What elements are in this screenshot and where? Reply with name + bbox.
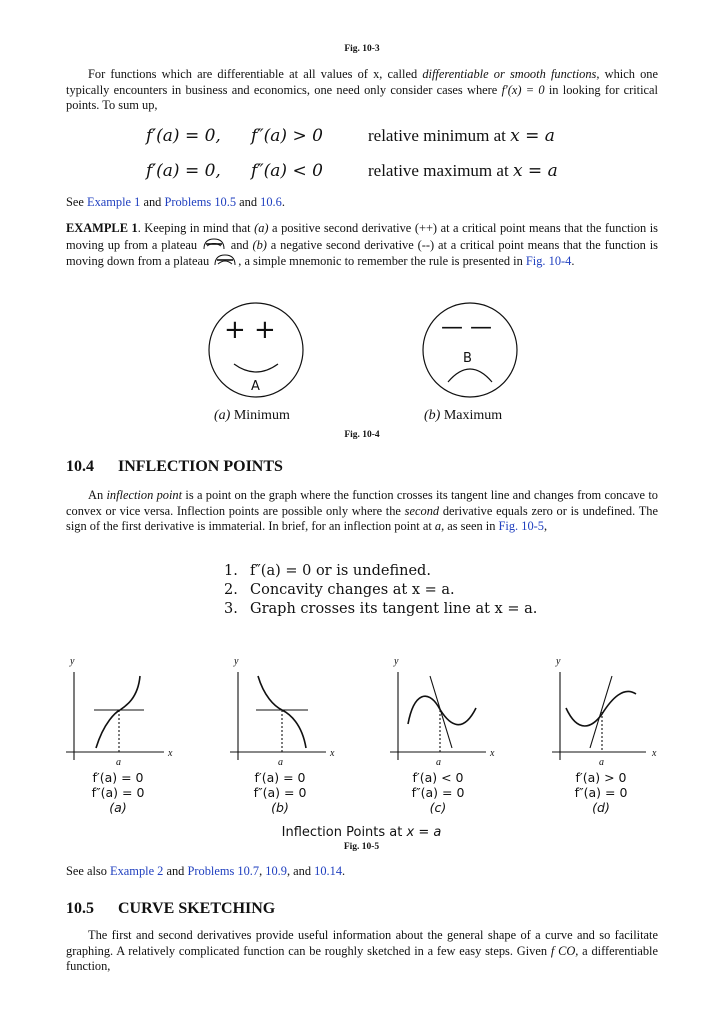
graph-b-a-label: a: [278, 757, 283, 767]
graph-c-line1: f′(a) < 0: [412, 770, 464, 785]
section-10-4-title: INFLECTION POINTS: [118, 458, 283, 475]
see1-pre: See: [66, 195, 87, 209]
infl-t1: An: [88, 488, 107, 502]
graph-b-line1: f′(a) = 0: [254, 770, 306, 785]
intro-paragraph: [66, 67, 658, 114]
condition-3-number: 3.: [224, 601, 238, 617]
eq2-middle: f″(a) < 0: [251, 161, 323, 181]
caption-minimum: [214, 408, 290, 424]
graph-d-line1: f′(a) > 0: [575, 770, 627, 785]
caption-a-letter: (a): [214, 408, 231, 423]
graph-b-line2: f″(a) = 0: [253, 785, 307, 800]
infl-t4: , as seen in: [441, 519, 499, 533]
caption-b-text: Maximum: [440, 408, 503, 423]
graph-a-line2: f″(a) = 0: [91, 785, 145, 800]
graph-b-labels: [240, 770, 320, 815]
link-problem-10-6[interactable]: 10.6: [260, 195, 282, 209]
eq1-left: f′(a) = 0,: [146, 126, 221, 146]
graph-d-y-label: y: [556, 656, 561, 667]
curve-t1: The first and second derivatives provide useful information about the general shape of a curve and so facilitate graphing. A relatively complicated function can be roughly sketched in a few easy steps. Given: [66, 928, 658, 958]
section-10-4-heading: [66, 458, 283, 476]
face-b-signs: — —: [441, 315, 492, 340]
intro-text-1: For functions which are differentiable at all values of x, called: [88, 67, 423, 81]
graph-c: [390, 672, 486, 760]
eq1-middle: f″(a) > 0: [251, 126, 323, 146]
graph-b-x-label: x: [330, 748, 335, 759]
eq2-right-text: relative maximum at: [368, 161, 513, 180]
fig-10-5-title: [0, 825, 723, 840]
see1-mid2: and: [236, 195, 261, 209]
caption-a-text: Minimum: [230, 408, 290, 423]
infl-i3: a: [434, 519, 442, 533]
caption-b-letter: (b): [424, 408, 441, 423]
section-10-5-heading: [66, 900, 275, 918]
example-1-paragraph: [66, 221, 658, 270]
infl-t5: ,: [543, 519, 548, 533]
inflection-paragraph: [66, 488, 658, 535]
curve-i1: f CO,: [550, 943, 579, 958]
curve-sketching-paragraph: [66, 928, 658, 975]
infl-i1: inflection point: [106, 488, 183, 502]
graph-a-curve: [96, 676, 140, 748]
fig-10-5-caption: Fig. 10-5: [343, 842, 380, 852]
link-fig-10-4[interactable]: Fig. 10-4: [525, 254, 572, 268]
link-problem-10-7[interactable]: Problems 10.7: [187, 864, 260, 878]
see1-post: .: [281, 195, 285, 209]
equation-max: [146, 161, 558, 181]
plateau-up-icon: [201, 237, 227, 251]
graph-a-y-label: y: [70, 656, 75, 667]
link-example-2[interactable]: Example 2: [110, 864, 164, 878]
graph-c-x-label: x: [490, 748, 495, 759]
graph-c-line2: f″(a) = 0: [411, 785, 465, 800]
see2-mid2: ,: [259, 864, 266, 878]
graph-b-sub: (b): [271, 800, 289, 815]
curve-t2: a differentiable function,: [66, 943, 658, 973]
condition-item: [224, 563, 431, 579]
graph-a: [66, 672, 164, 760]
intro-italic: differentiable or smooth functions,: [422, 67, 600, 81]
equation-min: [146, 126, 555, 146]
condition-3-text: Graph crosses its tangent line at x = a.: [250, 601, 538, 617]
graph-a-sub: (a): [109, 800, 127, 815]
intro-text-2: which one typically encounters in business and economics, one need only consider cases where: [66, 67, 658, 97]
graph-d: [552, 672, 646, 760]
section-10-5-title: CURVE SKETCHING: [118, 900, 276, 917]
eq1-right-text: relative minimum at: [368, 126, 511, 145]
example-1-label: EXAMPLE 1: [66, 221, 138, 235]
condition-1-text: f″(a) = 0 or is undefined.: [250, 563, 431, 579]
graph-d-curve: [566, 691, 636, 726]
graph-d-line2: f″(a) = 0: [574, 785, 628, 800]
fig-10-5-title-text: Inflection Points at: [281, 825, 407, 840]
graph-d-sub: (d): [592, 800, 610, 815]
fig-10-3-caption: Fig. 10-3: [344, 44, 380, 54]
graph-d-a-label: a: [599, 757, 604, 767]
inflection-graphs: [58, 652, 668, 767]
face-a-letter: A: [251, 379, 260, 394]
link-example-1[interactable]: Example 1: [87, 195, 141, 209]
fig-10-4-caption: Fig. 10-4: [344, 430, 380, 440]
graph-b-y-label: y: [234, 656, 239, 667]
link-problem-10-9[interactable]: 10.9: [265, 864, 287, 878]
graph-c-labels: [398, 770, 478, 815]
infl-t2: is a point on the graph where the function crosses its tangent line and changes from concave to convex or vice versa. Inflection points are possible only where the: [66, 488, 658, 518]
plateau-down-icon: [212, 253, 238, 267]
ex1-t5: , a simple mnemonic to remember the rule is presented in: [238, 254, 526, 268]
ex1-ib: (b): [252, 237, 267, 252]
graph-a-line1: f′(a) = 0: [92, 770, 144, 785]
condition-1-number: 1.: [224, 563, 238, 579]
ex1-t4: a negative second derivative (--) at a critical point means that the function is moving down from a plateau: [66, 237, 658, 268]
link-problem-10-5[interactable]: Problems 10.5: [164, 195, 237, 209]
intro-math: f′(x) = 0: [501, 82, 545, 97]
link-problem-10-14[interactable]: 10.14: [314, 864, 343, 878]
infl-i2: second: [404, 503, 440, 518]
face-a-smile: [234, 364, 278, 372]
see-line-2: [66, 864, 345, 880]
graph-c-a-label: a: [436, 757, 441, 767]
condition-2-number: 2.: [224, 582, 238, 598]
graph-c-sub: (c): [429, 800, 447, 815]
ex1-t1: . Keeping in mind that: [137, 221, 255, 235]
face-b-letter: B: [463, 351, 472, 366]
graph-d-tangent: [590, 676, 612, 748]
caption-maximum: [424, 408, 502, 424]
see1-mid1: and: [140, 195, 165, 209]
graph-a-x-label: x: [168, 748, 173, 759]
see2-mid3: , and: [286, 864, 315, 878]
graph-c-y-label: y: [394, 656, 399, 667]
ex1-ia: (a): [254, 221, 269, 235]
graph-d-labels: [561, 770, 641, 815]
ex1-t6: .: [571, 254, 575, 268]
condition-item: [224, 601, 537, 617]
condition-2-text: Concavity changes at x = a.: [250, 582, 455, 598]
graph-b: [230, 672, 326, 760]
see2-mid1: and: [163, 864, 188, 878]
graph-a-a-label: a: [116, 757, 121, 767]
graph-a-labels: [78, 770, 158, 815]
see2-pre: See also: [66, 864, 111, 878]
fig-10-5-title-math: x = a: [406, 825, 442, 840]
see2-post: .: [342, 864, 346, 878]
graph-c-curve: [408, 696, 476, 724]
face-b-frown: [448, 369, 492, 382]
eq2-right-math: x = a: [512, 161, 558, 181]
section-10-5-number: 10.5: [66, 900, 94, 917]
ex1-t2: a positive second derivative (++) at a critical point means that the function is moving up from a plateau: [66, 221, 659, 252]
ex1-t3: and: [226, 237, 253, 252]
see-line-1: [66, 195, 285, 211]
section-10-4-number: 10.4: [66, 458, 94, 475]
condition-item: [224, 582, 455, 598]
face-a-signs: + +: [224, 315, 276, 345]
link-fig-10-5[interactable]: Fig. 10-5: [498, 519, 544, 533]
eq1-right-math: x = a: [510, 126, 555, 146]
infl-t3: derivative equals zero or is undefined. The sign of the first derivative is immaterial. In brief, for an inflection point at: [66, 503, 658, 533]
graph-d-x-label: x: [652, 748, 657, 759]
intro-text-3: in looking for critical points. To sum up,: [66, 82, 658, 112]
eq2-left: f′(a) = 0,: [146, 161, 221, 181]
